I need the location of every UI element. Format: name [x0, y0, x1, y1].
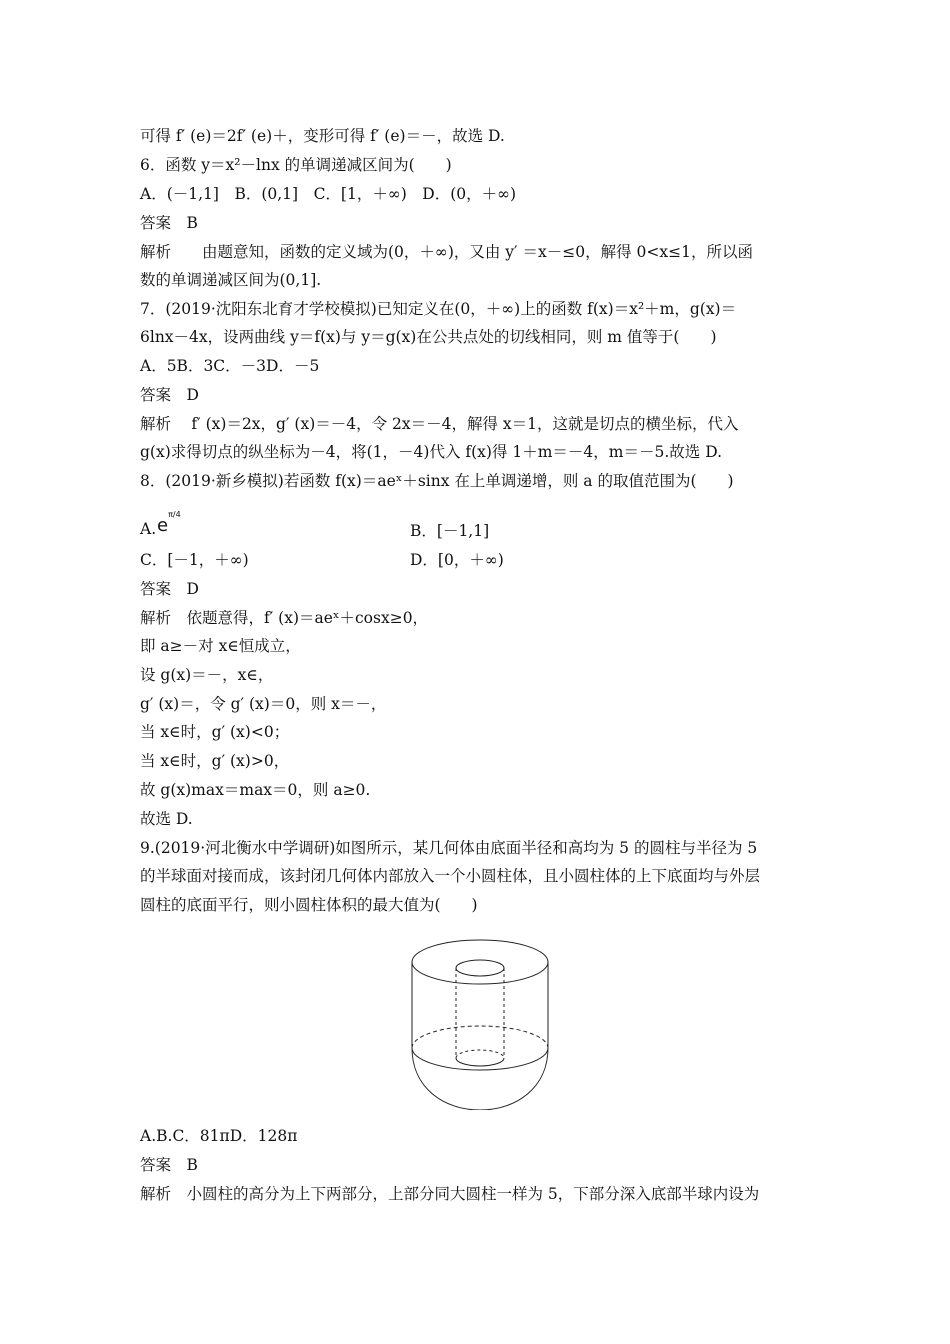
text-line: 可得 f′ (e)＝2f′ (e)＋，变形可得 f′ (e)＝－，故选 D.: [140, 127, 505, 145]
text-line: g′ (x)＝，令 g′ (x)＝0，则 x＝－，: [140, 695, 387, 713]
text-line: 答案 D: [140, 580, 199, 598]
cylinder-hemisphere-figure: [408, 938, 553, 1110]
text-line: 8．(2019·新乡模拟)若函数 f(x)＝aeˣ＋sinx 在上单调递增，则 a 的取值范围为( ): [140, 472, 734, 490]
text-line: 答案 B: [140, 214, 198, 232]
text-line: 答案 D: [140, 386, 199, 404]
text-line: 解析 依题意得，f′ (x)＝aeˣ＋cosx≥0，: [140, 609, 429, 627]
text-line: 数的单调递减区间为(0,1].: [140, 271, 322, 289]
text-line: 设 g(x)＝－，x∈，: [140, 666, 274, 684]
text-line: 6lnx－4x，设两曲线 y＝f(x)与 y＝g(x)在公共点处的切线相同，则 m 值等于( ): [140, 328, 717, 346]
text-line: 故选 D.: [140, 810, 193, 828]
q8-option-a-label: A.: [140, 520, 157, 538]
text-line: 当 x∈时，g′ (x)<0；: [140, 723, 290, 741]
inner-bottom-front: [456, 1058, 504, 1066]
text-line: 即 a≥－对 x∈恒成立，: [140, 637, 301, 655]
equator-front: [412, 1048, 548, 1070]
hemisphere-outline: [412, 1048, 548, 1110]
exp-base: e: [157, 515, 169, 536]
text-line: 7．(2019·沈阳东北育才学校模拟)已知定义在(0，＋∞)上的函数 f(x)＝x²＋m，g(x)＝: [140, 300, 737, 318]
outer-top-ellipse: [412, 940, 548, 984]
text-line: A．5B．3C．－3D．－5: [140, 357, 320, 375]
q8-option-a-expression: [157, 510, 181, 536]
text-line: 9.(2019·河北衡水中学调研)如图所示，某几何体由底面半径和高均为 5 的圆柱与半径为 5: [140, 839, 758, 857]
text-line: 的半球面对接而成，该封闭几何体内部放入一个小圆柱体，且小圆柱体的上下底面均与外层: [140, 867, 761, 885]
q8-option-d: D．[0，＋∞): [410, 551, 504, 569]
text-line: 解析 由题意知，函数的定义域为(0，＋∞)，又由 y′ ＝x－≤0，解得 0<x≤1，所以函: [140, 243, 753, 261]
inner-top-ellipse: [456, 960, 504, 976]
q8-option-b: B．[－1,1]: [410, 522, 490, 540]
inner-bottom-back: [456, 1050, 504, 1058]
text-line: 圆柱的底面平行，则小圆柱体积的最大值为( ): [140, 896, 478, 914]
text-line: g(x)求得切点的纵坐标为－4，将(1，－4)代入 f(x)得 1＋m＝－4，m＝－5.故选 D.: [140, 443, 723, 461]
exp-superscript: π/4: [168, 510, 181, 519]
text-line: 当 x∈时，g′ (x)>0，: [140, 752, 290, 770]
q8-option-c: C．[－1，＋∞): [140, 551, 249, 569]
text-line: 故 g(x)max＝max＝0，则 a≥0.: [140, 781, 371, 799]
text-line: A.B.C．81πD．128π: [140, 1127, 298, 1145]
text-line: A．(－1,1] B．(0,1] C．[1，＋∞) D．(0，＋∞): [140, 185, 517, 203]
text-line: 解析 小圆柱的高分为上下两部分，上部分同大圆柱一样为 5，下部分深入底部半球内设为: [140, 1185, 760, 1203]
text-line: 答案 B: [140, 1156, 198, 1174]
text-line: 6．函数 y＝x²－lnx 的单调递减区间为( ): [140, 156, 452, 174]
equator-back: [412, 1026, 548, 1048]
text-line: 解析 f′ (x)＝2x，g′ (x)＝－4，令 2x＝－4，解得 x＝1，这就是切点的横坐标，代入: [140, 415, 739, 433]
